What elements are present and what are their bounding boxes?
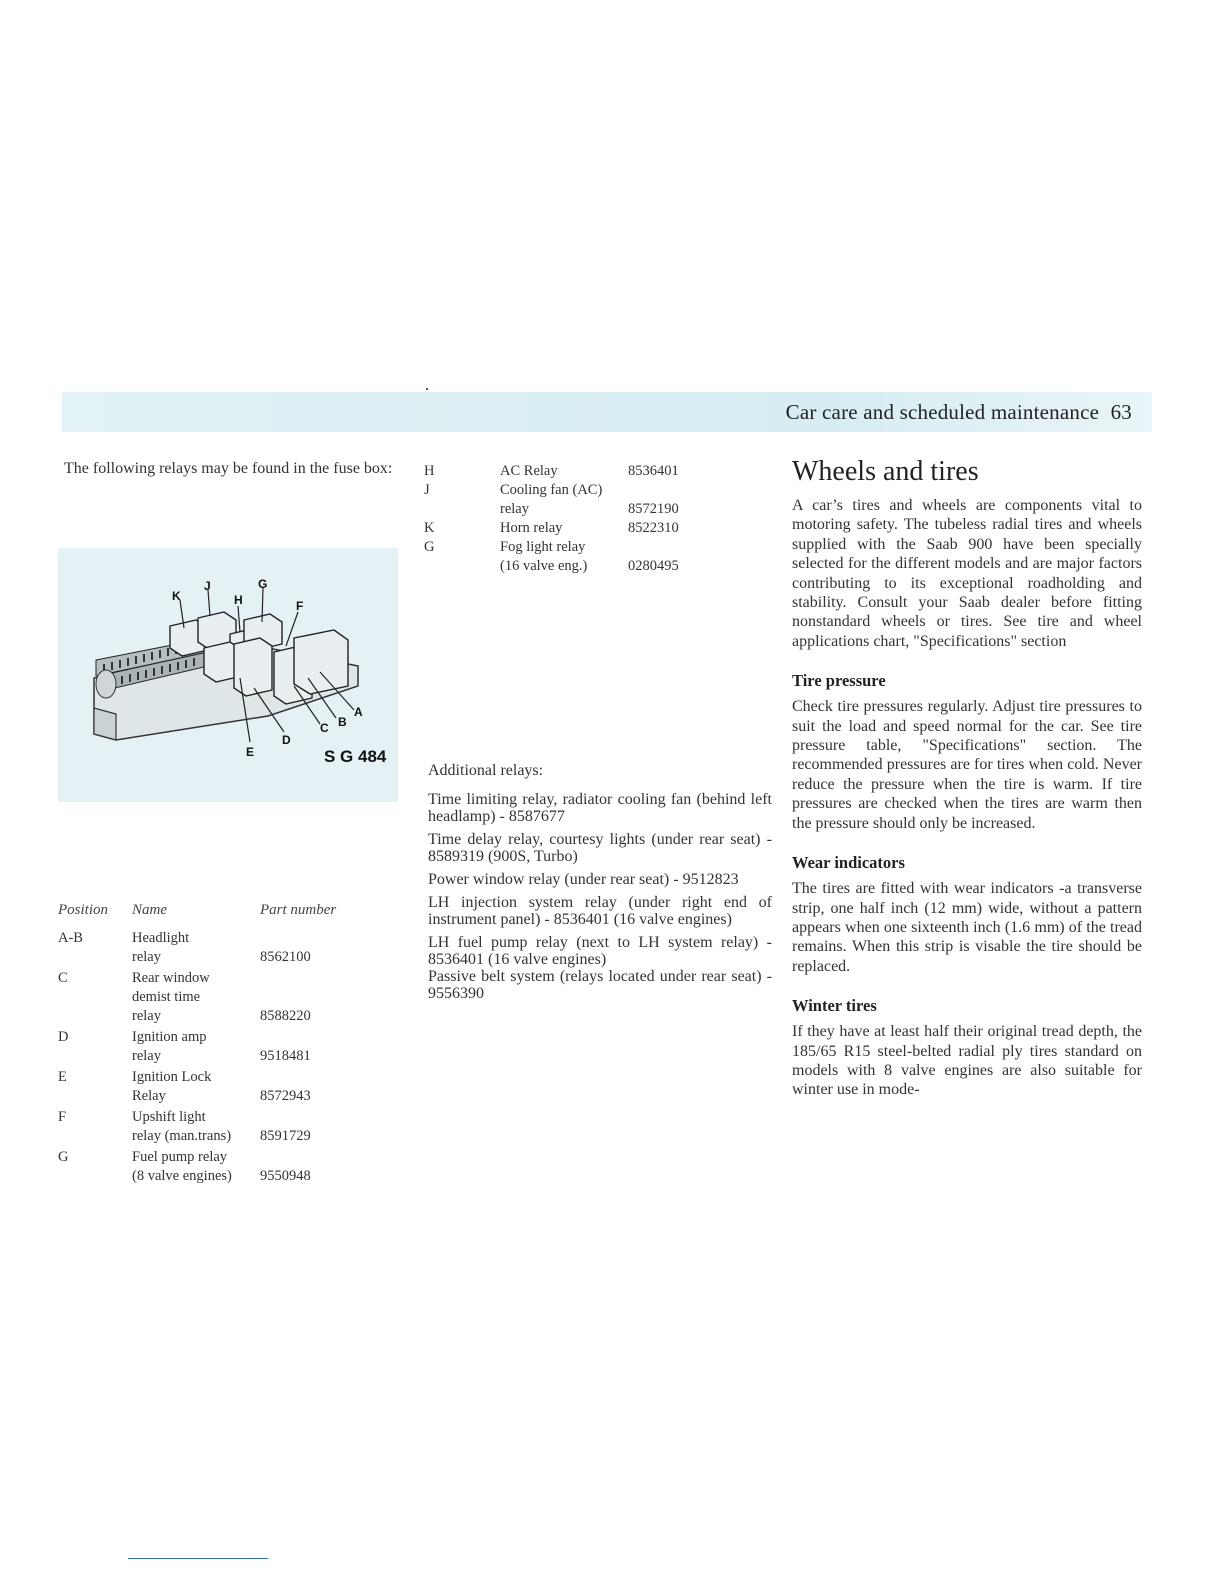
- row-position: E: [58, 1069, 67, 1085]
- relay-name: AC Relay: [500, 463, 558, 479]
- figure-code: S G 484: [324, 747, 387, 766]
- wear-indicators-heading: Wear indicators: [792, 853, 905, 873]
- table-row: [58, 1108, 370, 1148]
- additional-item: Passive belt system (relays located under rear seat) - 9556390: [428, 968, 772, 1002]
- fig-label-g: G: [258, 577, 268, 591]
- header-name: Name: [132, 902, 167, 918]
- relay-part: 8522310: [628, 520, 679, 536]
- row-name: Fuel pump relay (8 valve engines): [132, 1149, 232, 1184]
- header-title: Car care and scheduled maintenance: [785, 400, 1100, 424]
- list-item: [424, 519, 708, 538]
- winter-tires-body: If they have at least half their original tread depth, the 185/65 R15 steel-belted radial ply tires standard on models with 8 valve engines are also suitable for winter use in mode-: [792, 1023, 1142, 1099]
- fuse-box-drawing: [58, 548, 398, 802]
- row-name: Headlight relay: [132, 930, 190, 965]
- fig-label-f: F: [296, 599, 304, 613]
- section-title: Wheels and tires: [792, 456, 979, 487]
- fig-label-b: B: [338, 715, 347, 729]
- row-part: 9550948: [260, 1168, 311, 1184]
- row-part: 8591729: [260, 1128, 311, 1144]
- relay-part: 0280495: [628, 558, 679, 574]
- section-intro: A car’s tires and wheels are components vital to motoring safety. The tubeless radial tires and wheels supplied with the Saab 900 have been specially selected for the different models and are major factors contributing to its exceptional roadholding and stability. Consult your Saab dealer before fitting nonstandard wheels or tires. See tire and wheel applications chart, "Specifications" section: [792, 497, 1142, 650]
- row-name: Rear window demist time relay: [132, 970, 210, 1024]
- print-speck: [426, 388, 428, 390]
- wear-indicators-body: The tires are fitted with wear indicators -a transverse strip, one half inch (12 mm) wide, without a pattern appears when one sixteenth inch (1.6 mm) of the tread remains. When this strip is visable the tire should be replaced.: [792, 880, 1142, 975]
- row-position: C: [58, 970, 68, 986]
- relay-part: 8536401: [628, 463, 679, 479]
- relay-key: H: [424, 463, 435, 479]
- intro-text: The following relays may be found in the fuse box:: [64, 460, 393, 477]
- header-part-number: Part number: [260, 902, 337, 918]
- fig-label-j: J: [204, 579, 211, 593]
- tire-pressure-heading: Tire pressure: [792, 671, 886, 691]
- list-item: [424, 481, 708, 519]
- relay-key: G: [424, 539, 435, 555]
- relay-list: [424, 462, 708, 576]
- row-name: Upshift light relay (man.trans): [132, 1109, 232, 1144]
- relay-name: Horn relay: [500, 520, 563, 536]
- row-part: 9518481: [260, 1048, 311, 1064]
- row-position: A-B: [58, 930, 83, 946]
- footer-rule: [128, 1558, 268, 1559]
- row-part: 8588220: [260, 1008, 311, 1024]
- table-row: [58, 929, 370, 969]
- row-part: 8562100: [260, 949, 311, 965]
- fuse-box-figure: [58, 548, 398, 802]
- additional-item: Power window relay (under rear seat) - 9512823: [428, 871, 739, 888]
- table-header-row: [58, 902, 370, 929]
- table-row: [58, 1028, 370, 1068]
- relay-part: 8572190: [628, 501, 679, 517]
- row-position: D: [58, 1029, 69, 1045]
- table-row: [58, 1068, 370, 1108]
- wheels-and-tires-section: [792, 456, 1142, 1100]
- header-position: Position: [58, 902, 109, 918]
- fig-label-d: D: [282, 733, 291, 747]
- page-number: 63: [1110, 400, 1132, 424]
- additional-item: Time delay relay, courtesy lights (under rear seat) - 8589319 (900S, Turbo): [428, 831, 772, 865]
- table-row: [58, 969, 370, 1028]
- additional-item: LH fuel pump relay (next to LH system relay) - 8536401 (16 valve engines): [428, 934, 772, 968]
- page-header: [786, 400, 1132, 425]
- relay-name: Cooling fan (AC) relay: [500, 482, 603, 517]
- fig-label-c: C: [320, 721, 329, 735]
- fig-label-e: E: [246, 745, 255, 759]
- row-name: Ignition amp relay: [132, 1029, 207, 1064]
- winter-tires-heading: Winter tires: [792, 996, 877, 1016]
- relay-key: J: [424, 482, 430, 498]
- fig-label-h: H: [234, 593, 243, 607]
- additional-item: LH injection system relay (under right end of instrument panel) - 8536401 (16 valve engines): [428, 894, 772, 928]
- table-row: [58, 1148, 370, 1188]
- row-part: 8572943: [260, 1088, 311, 1104]
- relay-position-table: [58, 902, 370, 1188]
- list-item: [424, 538, 708, 576]
- relay-key: K: [424, 520, 435, 536]
- additional-item: Time limiting relay, radiator cooling fan (behind left headlamp) - 8587677: [428, 791, 772, 825]
- relay-name: Fog light relay (16 valve eng.): [500, 539, 588, 574]
- list-item: [424, 462, 708, 481]
- additional-relays: [428, 762, 772, 1008]
- additional-heading: Additional relays:: [428, 762, 544, 779]
- fig-label-k: K: [172, 589, 181, 603]
- tire-pressure-body: Check tire pressures regularly. Adjust tire pressures to suit the load and speed normal for the car. See tire pressure table, "Specifications" section. The recommended pressures are for tires when cold. Never reduce the pressure when the tire is warm. If tire pressures are checked when the tires are warm then the pressure should only be increased.: [792, 698, 1142, 832]
- fig-label-a: A: [354, 705, 363, 719]
- row-position: F: [58, 1109, 67, 1125]
- row-name: Ignition Lock Relay: [132, 1069, 212, 1104]
- row-position: G: [58, 1149, 69, 1165]
